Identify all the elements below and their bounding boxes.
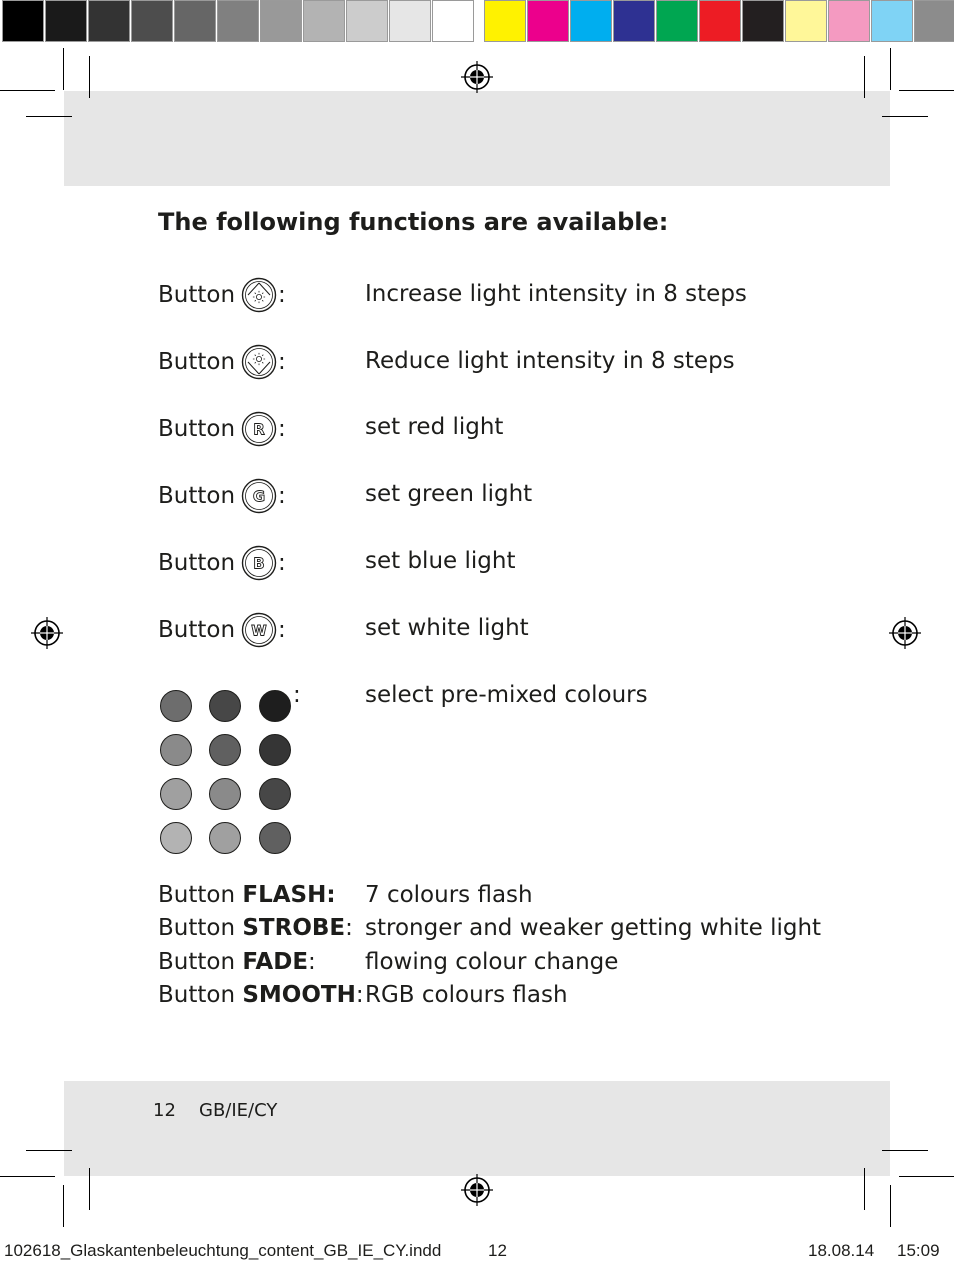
color-swatch (527, 0, 569, 42)
button-word: Button (158, 416, 236, 442)
colon: : (278, 349, 286, 375)
function-row-brightness-down (158, 342, 365, 382)
footer-band (64, 1081, 890, 1176)
button-word: Button (158, 550, 236, 576)
section-heading: The following functions are available: (158, 208, 669, 236)
button-word: Button (158, 949, 236, 975)
premixed-color-button (160, 778, 192, 810)
colon: : (278, 483, 286, 509)
color-swatch (432, 0, 474, 42)
b-button-letter: B (253, 554, 265, 573)
crop-mark (89, 1168, 90, 1210)
function-desc: Reduce light intensity in 8 steps (365, 348, 735, 374)
color-swatch (346, 0, 388, 42)
color-swatch (914, 0, 954, 42)
mode-desc: flowing colour change (365, 949, 619, 975)
crop-mark (899, 90, 954, 91)
function-desc: set red light (365, 414, 504, 440)
crop-mark (0, 90, 55, 91)
registration-mark-icon (888, 616, 922, 650)
crop-mark (882, 116, 928, 117)
premixed-color-button (160, 822, 192, 854)
page-number: 12 (153, 1100, 176, 1121)
colon: : (278, 617, 286, 643)
w-button-icon (241, 612, 277, 648)
crop-mark (890, 48, 891, 90)
premixed-color-button (160, 734, 192, 766)
r-button-icon (241, 411, 277, 447)
mode-sep: : (355, 982, 364, 1008)
crop-mark (63, 1185, 64, 1227)
function-row-white (158, 610, 365, 650)
header-band (64, 91, 890, 186)
w-button-letter: W (251, 623, 267, 640)
crop-mark (882, 1150, 928, 1151)
crop-mark (864, 1168, 865, 1210)
mode-sep: : (308, 949, 316, 975)
mode-row-fade (158, 946, 316, 979)
function-row-brightness-up (158, 275, 365, 315)
crop-mark (899, 1176, 954, 1177)
premixed-color-button (259, 734, 291, 766)
function-desc: set green light (365, 481, 533, 507)
registration-mark-icon (30, 616, 64, 650)
color-swatch (828, 0, 870, 42)
premixed-color-button (209, 778, 241, 810)
mode-row-smooth (158, 979, 364, 1012)
premixed-color-button (209, 690, 241, 722)
registration-mark-icon (460, 60, 494, 94)
button-word: Button (158, 617, 236, 643)
color-swatch (260, 0, 302, 42)
premixed-color-button (259, 778, 291, 810)
premixed-color-button (259, 690, 291, 722)
premixed-color-button (160, 690, 192, 722)
slug-filename: 102618_Glaskantenbeleuchtung_content_GB_IE_CY.indd (4, 1241, 442, 1260)
color-swatch (217, 0, 259, 42)
colon: : (293, 682, 301, 708)
color-swatch (45, 0, 87, 42)
color-swatch (570, 0, 612, 42)
crop-mark (890, 1185, 891, 1227)
button-word: Button (158, 282, 236, 308)
function-desc: set blue light (365, 548, 516, 574)
color-swatch (699, 0, 741, 42)
colon: : (278, 416, 286, 442)
mode-desc: RGB colours flash (365, 982, 568, 1008)
color-swatch (656, 0, 698, 42)
function-desc: Increase light intensity in 8 steps (365, 281, 747, 307)
color-swatch (871, 0, 913, 42)
mode-name: FADE (242, 949, 309, 975)
mode-name: SMOOTH (242, 982, 356, 1008)
button-word: Button (158, 982, 236, 1008)
colon: : (278, 550, 286, 576)
premixed-color-button (259, 822, 291, 854)
premixed-color-button (209, 822, 241, 854)
crop-mark (0, 1176, 55, 1177)
mode-name: STROBE (242, 915, 346, 941)
mode-desc: 7 colours flash (365, 882, 533, 908)
color-swatch (613, 0, 655, 42)
brightness-up-icon (241, 277, 277, 313)
color-swatch (742, 0, 784, 42)
mode-sep: : (345, 915, 353, 941)
mode-row-flash (158, 879, 336, 912)
premixed-desc: select pre-mixed colours (365, 682, 648, 708)
color-swatch (484, 0, 526, 42)
premixed-color-button (209, 734, 241, 766)
crop-mark (26, 1150, 72, 1151)
region-code: GB/IE/CY (199, 1100, 278, 1121)
function-desc: set white light (365, 615, 529, 641)
mode-name: FLASH: (242, 882, 336, 908)
crop-mark (864, 56, 865, 98)
crop-mark (63, 48, 64, 90)
slug-date: 18.08.14 (808, 1241, 875, 1260)
b-button-icon (241, 545, 277, 581)
registration-mark-icon (460, 1173, 494, 1207)
color-swatch (88, 0, 130, 42)
color-swatch (131, 0, 173, 42)
slug-page: 12 (488, 1241, 507, 1260)
color-swatch (389, 0, 431, 42)
slug-time: 15:09 (897, 1241, 940, 1260)
color-swatch (303, 0, 345, 42)
button-word: Button (158, 483, 236, 509)
function-row-red (158, 409, 365, 449)
color-swatch (785, 0, 827, 42)
crop-mark (26, 116, 72, 117)
brightness-down-icon (241, 344, 277, 380)
color-swatch (174, 0, 216, 42)
button-word: Button (158, 915, 236, 941)
crop-mark (89, 56, 90, 98)
g-button-letter: G (252, 487, 266, 506)
function-row-blue (158, 543, 365, 583)
color-bar-grayscale (2, 0, 475, 45)
function-row-green (158, 476, 365, 516)
g-button-icon (241, 478, 277, 514)
colon: : (278, 282, 286, 308)
mode-row-strobe (158, 912, 353, 945)
color-bar-process (484, 0, 954, 45)
mode-desc: stronger and weaker getting white light (365, 915, 822, 941)
button-word: Button (158, 882, 236, 908)
r-button-letter: R (253, 420, 265, 439)
button-word: Button (158, 349, 236, 375)
color-swatch (2, 0, 44, 42)
